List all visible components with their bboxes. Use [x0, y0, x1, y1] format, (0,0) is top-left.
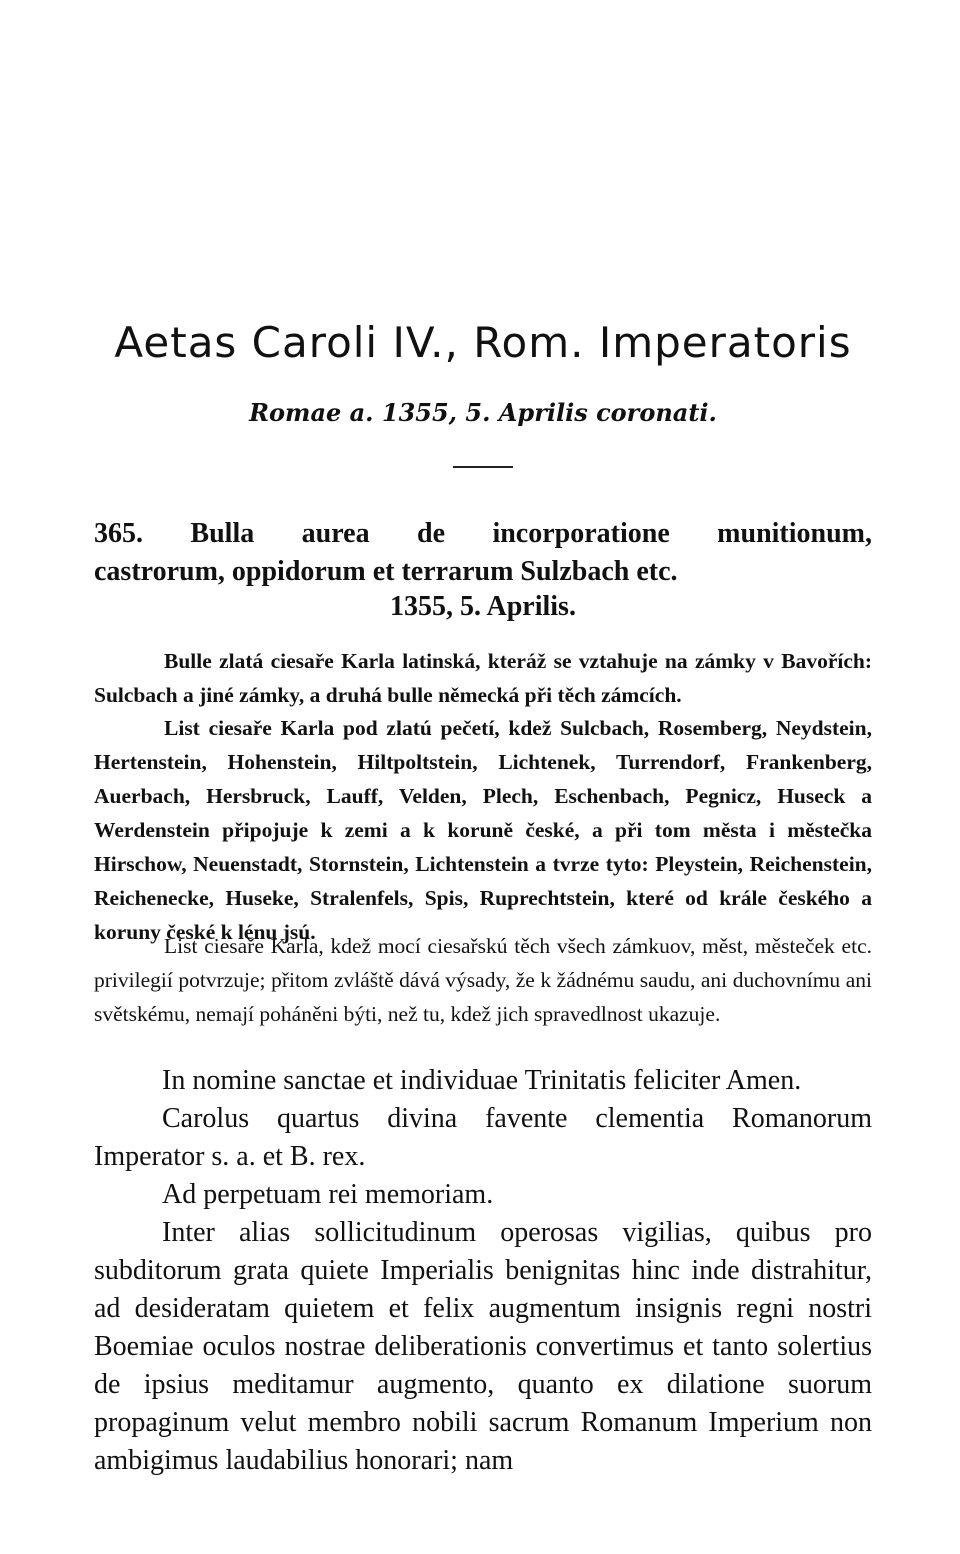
abstract-paragraph: List ciesaře Karla, kdež mocí ciesařskú těch všech zámkuov, měst, městeček etc. privilegií potvrzuje; přitom zvláště dává výsady, že k žádnému saudu, ani duchovnímu ani světskému, nemají poháněni býti, než tu, kdež jich spravedlnost ukazuje. — [94, 934, 872, 1026]
body-paragraph-invocation: In nomine sanctae et individuae Trinitatis feliciter Amen. — [162, 1065, 802, 1096]
body-paragraph-arenga: Inter alias sollicitudinum operosas vigilias, quibus pro subditorum grata quiete Imperialis benignitas hinc inde distrahitur, ad desideratam quietem et felix augmentum insignis regni nostri Boemiae oculos nostrae deliberationis convertimus et tanto solertius de ipsius meditamur augmento, quanto ex dilatione suorum propaginum velut membro nobili sacrum Romanum Imperium non ambigimus laudabilius honorari; nam — [94, 1217, 872, 1476]
body-paragraph-intitulation: Carolus quartus divina favente clementia Romanorum Imperator s. a. et B. rex. — [94, 1103, 872, 1172]
abstract-czech-3 — [94, 929, 872, 1031]
heading-line-1: 365. Bulla aurea de incorporatione munitionum, — [94, 518, 872, 549]
document-date: 1355, 5. Aprilis. — [390, 591, 576, 622]
document-heading — [94, 515, 872, 591]
abstract-czech-1 — [94, 644, 872, 712]
page-title: Aetas Caroli IV., Rom. Imperatoris — [114, 318, 852, 367]
abstract-czech-2 — [94, 711, 872, 949]
heading-line-2: castrorum, oppidorum et terrarum Sulzbach etc. — [94, 556, 678, 587]
document-body — [94, 1062, 872, 1480]
page-subtitle: Romae a. 1355, 5. Aprilis coronati. — [249, 398, 717, 427]
abstract-paragraph: Bulle zlatá ciesaře Karla latinská, kteráž se vztahuje na zámky v Bavořích: Sulcbach a jiné zámky, a druhá bulle německá při těch zámcích. — [94, 649, 872, 707]
abstract-paragraph: List ciesaře Karla pod zlatú pečetí, kdež Sulcbach, Rosemberg, Neydstein, Hertenstein, Hohenstein, Hiltpoltstein, Lichtenek, Turrendorf, Frankenberg, Auerbach, Hersbruck, Lauff, Velden, Plech, Eschenbach, Pegnicz, Huseck a Werdenstein připojuje k zemi a k koruně české, a při tom města i městečka Hirschow, Neuenstadt, Stornstein, Lichtenstein a tvrze tyto: Pleystein, Reichenstein, Reichenecke, Huseke, Stralenfels, Spis, Ruprechtstein, které od krále českého a koruny české k lénu jsú. — [94, 716, 872, 944]
body-paragraph-perpetuation: Ad perpetuam rei memoriam. — [162, 1179, 494, 1210]
separator-rule — [453, 466, 513, 468]
document-page — [94, 0, 872, 1554]
